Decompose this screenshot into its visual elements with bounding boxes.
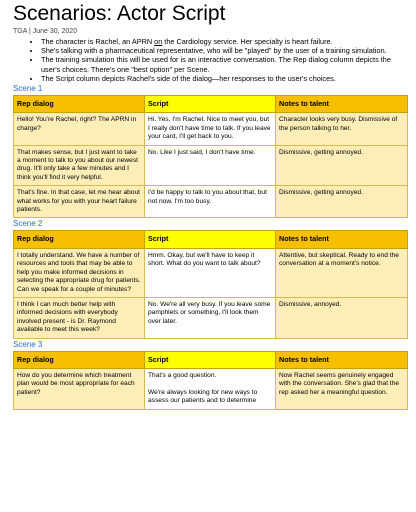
- rep-dialog-cell: That makes sense, but I just want to take a moment to talk to you about our newest drug. It'll only take a few minutes and I think you'll find it very helpful.: [14, 145, 145, 186]
- intro-bullets: [13, 37, 408, 83]
- script-cell: Hmm. Okay, but we'll have to keep it short. What do you want to talk about?: [145, 248, 276, 297]
- table-row: [14, 186, 408, 218]
- bullet-text: She's talking with a pharmaceutical representative, who will be "played" by the user of a training simulation.: [41, 46, 387, 56]
- header-rep-dialog: Rep dialog: [14, 351, 145, 368]
- header-script: Script: [145, 231, 276, 248]
- header-rep-dialog: Rep dialog: [14, 231, 145, 248]
- bullet-text: The Script column depicts Rachel's side of the dialog—her responses to the user's choices.: [41, 73, 336, 83]
- bullet-item: [41, 46, 408, 55]
- script-cell: No. Like I just said, I don't have time.: [145, 145, 276, 186]
- table-row: [14, 145, 408, 186]
- table-row: [14, 248, 408, 297]
- script-cell: No. We're all very busy. If you leave some pamphlets or something, I'll look them over later.: [145, 297, 276, 338]
- table-row: [14, 368, 408, 409]
- doc-title: Scenarios: Actor Script: [13, 2, 226, 25]
- table-row: [14, 297, 408, 338]
- rep-dialog-cell: Hello! You're Rachel, right? The APRN in charge?: [14, 113, 145, 145]
- bullet-text: the Cardiology service. Her specialty is heart failure.: [162, 37, 333, 46]
- rep-dialog-cell: How do you determine which treatment plan would be most appropriate for each patient?: [14, 368, 145, 409]
- bullet-text: The training simulation this will be used for is an interactive conversation. The Rep dialog column depicts the user's choices. There's one "best option" per Scene.: [41, 55, 391, 74]
- scene-1-table: [13, 95, 408, 218]
- scene-2-title: Scene 2: [13, 219, 43, 229]
- scene-2-table: [13, 230, 408, 338]
- rep-dialog-cell: I think I can much better help with informed decisions with everybody involved present - is Dr. Raymond available to meet this week?: [14, 297, 145, 338]
- notes-cell: Dismissive, getting annoyed.: [276, 145, 408, 186]
- notes-cell: Dismissive, getting annoyed.: [276, 186, 408, 218]
- table-header-row: [14, 96, 408, 113]
- table-row: [14, 113, 408, 145]
- bullet-item: [41, 37, 408, 46]
- header-rep-dialog: Rep dialog: [14, 96, 145, 113]
- rep-dialog-cell: That's fine. In that case, let me hear about what works for you with your heart failure patients.: [14, 186, 145, 218]
- script-cell: That's a good question. We're always looking for new ways to assess our patients and to determine: [145, 368, 276, 409]
- rep-dialog-cell: I totally understand. We have a number of resources and tools that may be able to help you make informed decisions in selecting the appropriate drug for patients. Can we speak for a couple of minutes?: [14, 248, 145, 297]
- header-notes: Notes to talent: [276, 351, 408, 368]
- header-script: Script: [145, 96, 276, 113]
- header-notes: Notes to talent: [276, 96, 408, 113]
- bullet-text: The character is Rachel, an APRN: [41, 37, 155, 46]
- script-cell: Hi. Yes, I'm Rachel. Nice to meet you, but I really don't have time to talk. If you leave your card, I'll get back to you.: [145, 113, 276, 145]
- notes-cell: Now Rachel seems genuinely engaged with the conversation. She's glad that the rep asked her a meaningful question.: [276, 368, 408, 409]
- script-cell: I'd be happy to talk to you about that, but not now. I'm too busy.: [145, 186, 276, 218]
- header-notes: Notes to talent: [276, 231, 408, 248]
- bullet-underlined-text: on: [154, 37, 163, 46]
- bullet-item: [41, 55, 408, 73]
- notes-cell: Attentive, but skeptical. Ready to end the conversation at a moment's notice.: [276, 248, 408, 297]
- notes-cell: Dismissive, annoyed.: [276, 297, 408, 338]
- scene-3-title: Scene 3: [13, 339, 43, 349]
- doc-meta: TGA | June 30, 2020: [13, 28, 78, 35]
- table-header-row: [14, 351, 408, 368]
- scene-3-table: [13, 351, 408, 410]
- scene-1-title: Scene 1: [13, 84, 43, 94]
- bullet-item: [41, 74, 408, 83]
- table-header-row: [14, 231, 408, 248]
- header-script: Script: [145, 351, 276, 368]
- notes-cell: Character looks very busy. Dismissive of the person talking to her.: [276, 113, 408, 145]
